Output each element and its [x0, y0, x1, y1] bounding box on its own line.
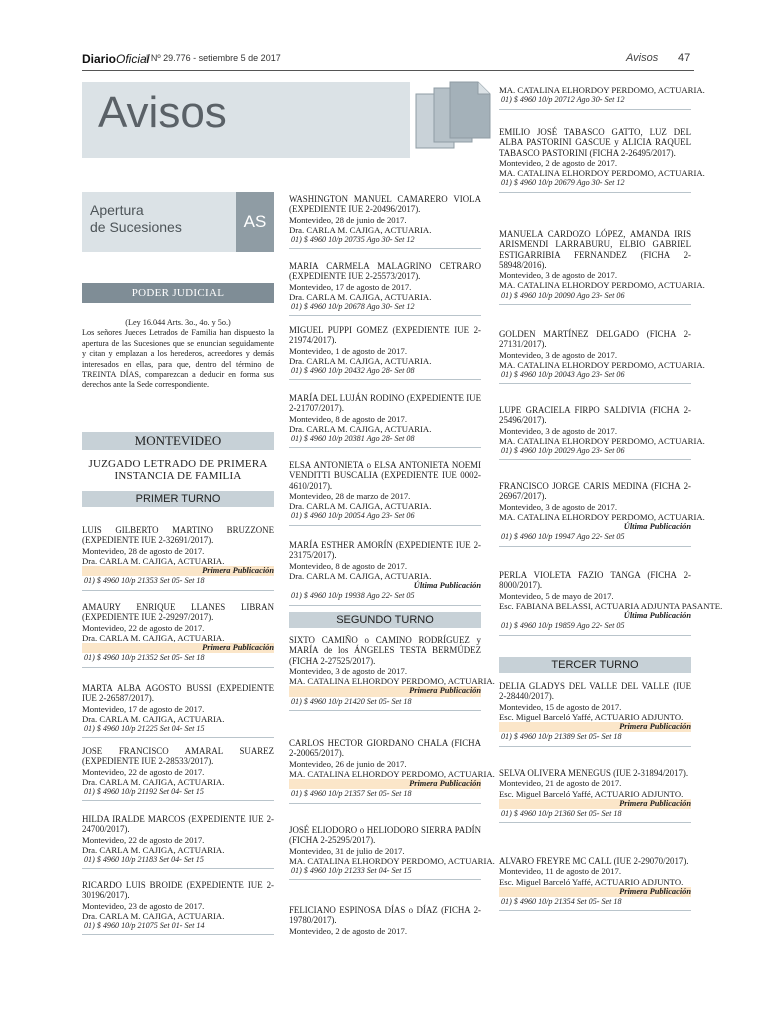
notice-line: Montevideo, 26 de junio de 2017. [289, 758, 407, 769]
notice-name: MARÍA DEL LUJÁN RODINO (EXPEDIENTE IUE 2-21707/2017). [289, 393, 481, 414]
publication-note: Última Publicación [623, 611, 691, 621]
notice-line: Montevideo, 8 de agosto de 2017. [289, 413, 407, 424]
issue-number: | Nº 29.776 - setiembre 5 de 2017 [146, 53, 281, 63]
entry-divider [82, 737, 274, 738]
notice-entry [499, 856, 691, 911]
notice-entry [82, 814, 274, 869]
entry-divider [499, 635, 691, 636]
page-number: 47 [678, 52, 691, 64]
publication-note: Última Publicación [623, 522, 691, 532]
publication-ref: 01) $ 4960 10/p 19859 Ago 22- Set 05 [501, 621, 625, 631]
entry-divider [289, 315, 481, 316]
notice-line: MA. CATALINA ELHORDOY PERDOMO, ACTUARIA. [499, 85, 705, 95]
notice-line: Montevideo, 11 de agosto de 2017. [499, 866, 622, 877]
notice-name: ALVARO FREYRE MC CALL (IUE 2-29070/2017). [499, 856, 689, 866]
entry-divider [82, 667, 274, 668]
publication-ref: 01) $ 4960 10/p 20381 Ago 28- Set 08 [291, 434, 415, 444]
brand-logo: DiarioOficial [82, 52, 150, 66]
notice-line: MA. CATALINA ELHORDOY PERDOMO, ACTUARIA. [499, 511, 705, 522]
publication-ref: 01) $ 4960 10/p 21357 Set 05- Set 18 [291, 789, 412, 799]
juzgado-title: JUZGADO LETRADO DE PRIMERA INSTANCIA DE FAMILIA [88, 458, 268, 482]
notice-line: Dra. CARLA M. CAJIGA, ACTUARIA. [289, 291, 432, 302]
section-label-line2: de Sucesiones [90, 219, 182, 235]
notice-line: MA. CATALINA ELHORDOY PERDOMO, ACTUARIA. [499, 168, 705, 179]
notice-line: Montevideo, 2 de agosto de 2017. [499, 157, 617, 168]
entry-divider [82, 590, 274, 591]
notice-entry [82, 880, 274, 935]
notice-line: Dra. CARLA M. CAJIGA, ACTUARIA. [289, 423, 432, 434]
publication-ref: 01) $ 4960 10/p 20678 Ago 30- Set 12 [291, 302, 415, 312]
notice-line: Montevideo, 3 de agosto de 2017. [499, 425, 617, 436]
publication-ref: 01) $ 4960 10/p 21192 Set 04- Set 15 [84, 787, 204, 797]
notice-entry [499, 481, 705, 547]
notice-line: Montevideo, 8 de agosto de 2017. [289, 560, 407, 571]
section-name: Avisos [626, 52, 659, 64]
notice-name: LUPE GRACIELA FIRPO SALDIVIA (FICHA 2-25496/2017). [499, 405, 691, 426]
notice-name: MARTA ALBA AGOSTO BUSSI (EXPEDIENTE IUE 2-26587/2017). [82, 683, 274, 704]
notice-entry [289, 825, 495, 880]
entry-divider [289, 447, 481, 448]
notice-name: WASHINGTON MANUEL CAMARERO VIOLA (EXPEDIENTE IUE 2-20496/2017). [289, 194, 481, 215]
notice-name: CARLOS HECTOR GIORDANO CHALA (FICHA 2-20065/2017). [289, 738, 481, 759]
notice-line: Dra. CARLA M. CAJIGA, ACTUARIA. [82, 632, 225, 643]
banner-title: Avisos [98, 88, 227, 137]
publication-note: Primera Publicación [499, 722, 691, 732]
entry-divider [499, 304, 691, 305]
section-code: AS [236, 192, 274, 252]
notice-line: MA. CATALINA ELHORDOY PERDOMO, ACTUARIA. [289, 768, 495, 779]
tercer-turno-band: TERCER TURNO [499, 657, 691, 673]
notice-line: Montevideo, 22 de agosto de 2017. [82, 766, 205, 777]
notice-name: MARIA CARMELA MALAGRINO CETRARO (EXPEDIENTE IUE 2-25573/2017). [289, 261, 481, 282]
notice-line: Dra. CARLA M. CAJIGA, ACTUARIA. [289, 501, 432, 512]
notice-entry [289, 540, 481, 606]
notice-name: MIGUEL PUPPI GOMEZ (EXPEDIENTE IUE 2-21974/2017). [289, 325, 481, 346]
publication-note: Primera Publicación [289, 779, 481, 789]
notice-entry [289, 460, 481, 526]
publication-note: Primera Publicación [289, 686, 481, 696]
notice-name: ELSA ANTONIETA o ELSA ANTONIETA NOEMI VENDITTI BUSCALIA (EXPEDIENTE IUE 0002-4610/2017). [289, 460, 481, 491]
montevideo-band: MONTEVIDEO [82, 432, 274, 450]
publication-ref: 01) $ 4960 10/p 20029 Ago 23- Set 06 [501, 446, 625, 456]
publication-ref: 01) $ 4960 10/p 20054 Ago 23- Set 06 [291, 511, 415, 521]
entry-divider [499, 910, 691, 911]
notice-name: LUIS GILBERTO MARTINO BRUZZONE (EXPEDIENTE IUE 2-32691/2017). [82, 525, 274, 546]
notice-line: MA. CATALINA ELHORDOY PERDOMO, ACTUARIA. [499, 359, 705, 370]
notice-line: Dra. CARLA M. CAJIGA, ACTUARIA. [289, 570, 432, 581]
notice-line: Montevideo, 2 de agosto de 2017. [289, 925, 407, 936]
notice-line: Dra. CARLA M. CAJIGA, ACTUARIA. [289, 355, 432, 366]
entry-divider [82, 868, 274, 869]
publication-note: Primera Publicación [499, 887, 691, 897]
notice-entry [289, 905, 481, 936]
section-label [82, 192, 274, 252]
publication-ref: 01) $ 4960 10/p 21233 Set 04- Set 15 [291, 866, 412, 876]
entry-divider [289, 248, 481, 249]
publication-ref: 01) $ 4960 10/p 20735 Ago 30- Set 12 [291, 235, 415, 245]
poder-judicial-band: PODER JUDICIAL [82, 283, 274, 303]
notice-name: EMILIO JOSÉ TABASCO GATTO, LUZ DEL ALBA PASTORINI GASCUE y ALICIA RAQUEL TABASCO PASTORINI (FICHA 2-26495/2017). [499, 127, 691, 158]
notice-line: Montevideo, 3 de agosto de 2017. [499, 349, 617, 360]
publication-ref: 01) $ 4960 10/p 21352 Set 05- Set 18 [84, 653, 205, 663]
notice-entry [499, 127, 705, 193]
notice-line: MA. CATALINA ELHORDOY PERDOMO, ACTUARIA. [289, 855, 495, 866]
notice-line: Montevideo, 28 de marzo de 2017. [289, 490, 411, 501]
entry-divider [499, 546, 691, 547]
publication-ref: 01) $ 4960 10/p 20679 Ago 30- Set 12 [501, 178, 625, 188]
notice-line: Montevideo, 23 de agosto de 2017. [82, 900, 205, 911]
notice-line: Dra. CARLA M. CAJIGA, ACTUARIA. [82, 776, 225, 787]
notice-line: Montevideo, 3 de agosto de 2017. [499, 270, 617, 281]
publication-ref: 01) $ 4960 10/p 21183 Set 04- Set 15 [84, 855, 204, 865]
publication-note: Primera Publicación [82, 566, 274, 576]
publication-ref: 01) $ 4960 10/p 21354 Set 05- Set 18 [501, 897, 622, 907]
notice-line: Montevideo, 21 de agosto de 2017. [499, 778, 622, 789]
notice-line: Esc. Miguel Barceló Yaffé, ACTUARIO ADJUNTO. [499, 788, 684, 799]
notice-entry [82, 602, 274, 668]
notice-name: DELIA GLADYS DEL VALLE DEL VALLE (IUE 2-28440/2017). [499, 681, 691, 702]
notice-line: Esc. FABIANA BELASSI, ACTUARIA ADJUNTA PASANTE. [499, 600, 723, 611]
notice-name: HILDA IRALDE MARCOS (EXPEDIENTE IUE 2-24700/2017). [82, 814, 274, 835]
section-banner [82, 82, 410, 158]
notice-name: FELICIANO ESPINOSA DÍAS o DÍAZ (FICHA 2-19780/2017). [289, 905, 481, 926]
notice-line: MA. CATALINA ELHORDOY PERDOMO, ACTUARIA. [289, 676, 495, 687]
publication-ref: 01) $ 4960 10/p 20712 Ago 30- Set 12 [501, 95, 625, 105]
notice-line: Montevideo, 1 de agosto de 2017. [289, 345, 407, 356]
publication-note: Primera Publicación [499, 799, 691, 809]
notice-line: Montevideo, 28 de junio de 2017. [289, 214, 407, 225]
publication-ref: 01) $ 4960 10/p 21360 Set 05- Set 18 [501, 809, 622, 819]
notice-name: SIXTO CAMIÑO o CAMINO RODRÍGUEZ y MARÍA de los ÁNGELES TESTA BERMÚDEZ (FICHA 2-27525/2017). [289, 635, 481, 666]
notice-entry [499, 329, 705, 384]
intro-law: (Ley 16.044 Arts. 3o., 4o. y 5o.) [125, 318, 231, 327]
notice-name: MANUELA CARDOZO LÓPEZ, AMANDA IRIS ARISMENDI LARRABURU, ELBIO GABRIEL ESTIGARRIBIA FERNANDEZ (FICHA 2-58948/2016). [499, 229, 691, 270]
entry-divider [289, 605, 481, 606]
notice-name: GOLDEN MARTÍNEZ DELGADO (FICHA 2-27131/2017). [499, 329, 691, 350]
notice-entry [289, 393, 481, 448]
primer-turno-band: PRIMER TURNO [82, 491, 274, 507]
notice-entry [499, 85, 705, 110]
notice-entry [499, 768, 691, 823]
entry-divider [82, 800, 274, 801]
notice-entry [289, 261, 481, 316]
notice-entry [499, 681, 691, 747]
notice-name: AMAURY ENRIQUE LLANES LIBRAN (EXPEDIENTE IUE 2-29297/2017). [82, 602, 274, 623]
notice-entry [289, 738, 495, 804]
notice-entry [289, 325, 481, 380]
notice-line: Montevideo, 22 de agosto de 2017. [82, 834, 205, 845]
notice-line: MA. CATALINA ELHORDOY PERDOMO, ACTUARIA. [499, 435, 705, 446]
publication-ref: 01) $ 4960 10/p 21389 Set 05- Set 18 [501, 732, 622, 742]
notice-name: JOSÉ ELIODORO o HELIODORO SIERRA PADÍN (FICHA 2-25295/2017). [289, 825, 481, 846]
entry-divider [499, 822, 691, 823]
publication-ref: 01) $ 4960 10/p 21353 Set 05- Set 18 [84, 576, 205, 586]
notice-entry [82, 525, 274, 591]
publication-note: Primera Publicación [82, 643, 274, 653]
entry-divider [289, 710, 481, 711]
notice-line: Montevideo, 3 de agosto de 2017. [289, 665, 407, 676]
notice-name: SELVA OLIVERA MENEGUS (IUE 2-31894/2017). [499, 768, 689, 778]
entry-divider [499, 746, 691, 747]
entry-divider [289, 803, 481, 804]
notice-entry [82, 683, 274, 738]
notice-line: Montevideo, 15 de agosto de 2017. [499, 701, 622, 712]
notice-entry [82, 746, 274, 801]
publication-ref: 01) $ 4960 10/p 20432 Ago 28- Set 08 [291, 366, 415, 376]
notice-line: Dra. CARLA M. CAJIGA, ACTUARIA. [82, 555, 225, 566]
notice-line: Montevideo, 22 de agosto de 2017. [82, 622, 205, 633]
publication-ref: 01) $ 4960 10/p 20043 Ago 23- Set 06 [501, 370, 625, 380]
notice-line: Dra. CARLA M. CAJIGA, ACTUARIA. [82, 713, 225, 724]
publication-ref: 01) $ 4960 10/p 21420 Set 05- Set 18 [291, 696, 412, 706]
publication-note: Última Publicación [413, 581, 481, 591]
intro-text [82, 318, 274, 391]
entry-divider [289, 879, 481, 880]
notice-name: FRANCISCO JORGE CARIS MEDINA (FICHA 2-26967/2017). [499, 481, 691, 502]
page-header [82, 50, 694, 71]
notice-line: Dra. CARLA M. CAJIGA, ACTUARIA. [82, 910, 225, 921]
documents-icon [414, 82, 494, 158]
entry-divider [82, 934, 274, 935]
notice-line: Montevideo, 28 de agosto de 2017. [82, 545, 205, 556]
notice-line: Montevideo, 17 de agosto de 2017. [289, 281, 412, 292]
notice-line: Montevideo, 3 de agosto de 2017. [499, 501, 617, 512]
notice-entry [499, 229, 705, 305]
notice-entry [499, 570, 723, 636]
notice-name: MARÍA ESTHER AMORÍN (EXPEDIENTE IUE 2-23175/2017). [289, 540, 481, 561]
segundo-turno-band: SEGUNDO TURNO [289, 612, 481, 628]
notice-name: RICARDO LUIS BROIDE (EXPEDIENTE IUE 2-30196/2017). [82, 880, 274, 901]
notice-line: Montevideo, 5 de mayo de 2017. [499, 590, 614, 601]
notice-line: MA. CATALINA ELHORDOY PERDOMO, ACTUARIA. [499, 280, 705, 291]
entry-divider [289, 379, 481, 380]
publication-ref: 01) $ 4960 10/p 19947 Ago 22- Set 05 [501, 532, 625, 542]
entry-divider [499, 383, 691, 384]
entry-divider [289, 525, 481, 526]
notice-line: Montevideo, 31 de julio de 2017. [289, 845, 405, 856]
notice-line: Esc. Miguel Barceló Yaffé, ACTUARIO ADJUNTO. [499, 876, 684, 887]
notice-line: Dra. CARLA M. CAJIGA, ACTUARIA. [289, 224, 432, 235]
notice-entry [289, 635, 495, 711]
publication-ref: 01) $ 4960 10/p 21225 Set 04- Set 15 [84, 724, 205, 734]
intro-body: Los señores Jueces Letrados de Familia han dispuesto la apertura de las Sucesiones que se enuncian seguidamente y citan y emplazan a los herederos, acreedores y demás interesados en ellas, para que, dentro del término de TREINTA DÍAS, comparezcan a deducir en forma sus derechos ante la Sede correspondiente. [82, 328, 274, 390]
section-label-line1: Apertura [90, 202, 144, 218]
entry-divider [499, 192, 691, 193]
publication-ref: 01) $ 4960 10/p 19938 Ago 22- Set 05 [291, 591, 415, 601]
notice-line: Montevideo, 17 de agosto de 2017. [82, 703, 205, 714]
notice-entry [289, 194, 481, 249]
notice-line: Esc. Miguel Barceló Yaffé, ACTUARIO ADJUNTO. [499, 711, 684, 722]
publication-ref: 01) $ 4960 10/p 20090 Ago 23- Set 06 [501, 290, 625, 300]
publication-ref: 01) $ 4960 10/p 21075 Set 01- Set 14 [84, 921, 205, 931]
entry-divider [499, 459, 691, 460]
entry-divider [499, 109, 691, 110]
notice-line: Dra. CARLA M. CAJIGA, ACTUARIA. [82, 844, 225, 855]
notice-entry [499, 405, 705, 460]
notice-name: JOSE FRANCISCO AMARAL SUAREZ (EXPEDIENTE IUE 2-28533/2017). [82, 746, 274, 767]
notice-name: PERLA VIOLETA FAZIO TANGA (FICHA 2-8000/2017). [499, 570, 691, 591]
